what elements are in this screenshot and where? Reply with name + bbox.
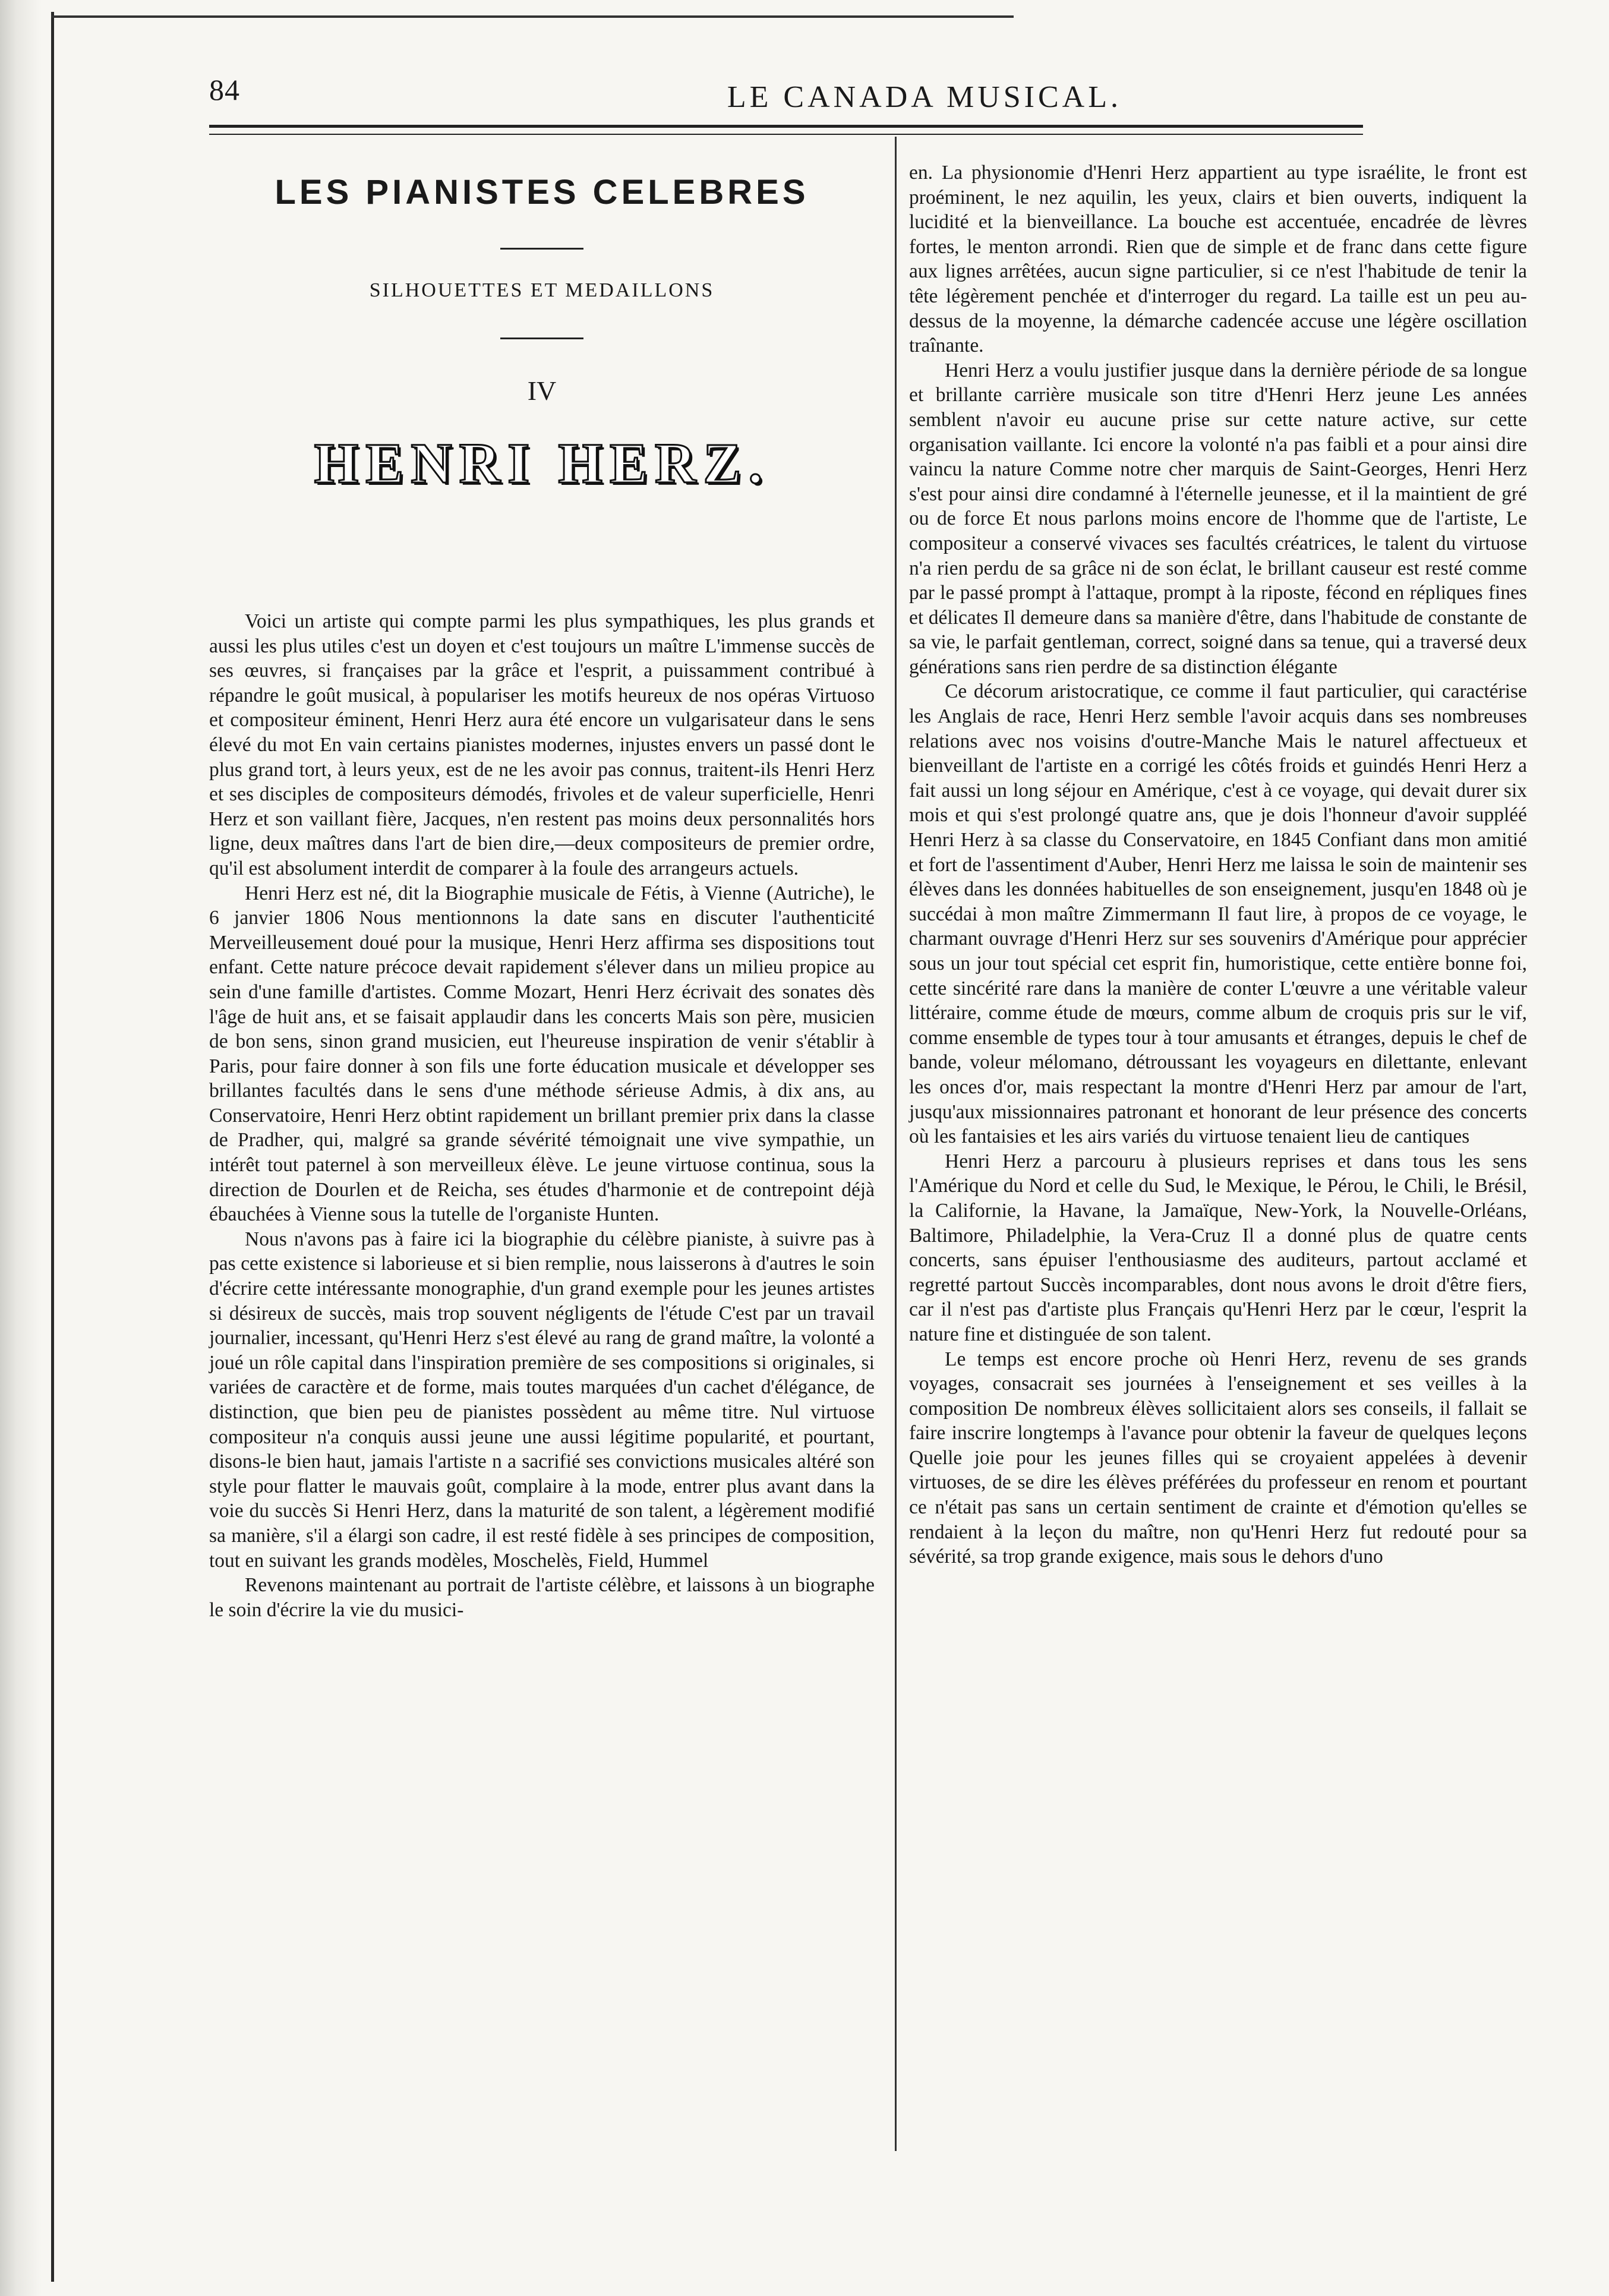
section-title: LES PIANISTES CELEBRES bbox=[275, 173, 809, 212]
right-column bbox=[909, 160, 1527, 1569]
paragraph: Henri Herz est né, dit la Biographie musicale de Fétis, à Vienne (Autriche), le 6 janvier 1806 Nous mentionnons la date sans en discuter l'authenticité Merveilleusement doué pour la musique, Henri Herz affirma ses dispositions tout enfant. Cette nature précoce devait rapidement s'élever dans un milieu propice au sein d'une famille d'artistes. Comme Mozart, Henri Herz écrivait des sonates dès l'âge de huit ans, et se faisait applaudir dans les concerts Mais son père, musicien de bon sens, sinon grand musicien, eut l'heureuse inspiration de venir s'établir à Paris, pour faire donner à son fils une forte éducation musicale et développer ses brillantes facultés dans le sens d'une méthode sérieuse Admis, à dix ans, au Conservatoire, Henri Herz obtint rapidement un brillant premier prix dans la classe de Pradher, qui, malgré sa grande sévérité témoignait une vive sympathie, un intérêt tout paternel à son merveilleux élève. Le jeune virtuose continua, sous la direction de Dourlen et de Reicha, ses études d'harmonie et de contrepoint déjà ébauchées à Vienne sous la tutelle de l'organiste Hunten. bbox=[209, 882, 875, 1226]
page-edge-scan bbox=[0, 0, 42, 2296]
chapter-numeral: IV bbox=[527, 376, 557, 406]
header-rule-thin bbox=[209, 134, 1363, 135]
header-rule bbox=[209, 125, 1363, 128]
paragraph: Henri Herz a voulu justifier jusque dans la dernière période de sa longue et brillante carrière musicale son titre d'Henri Herz jeune Les années semblent n'avoir eu aucune prise sur cette nature active, sur cette organisation vaillante. Ici encore la volonté n'a pas faibli et a pour ainsi dire vaincu la nature Comme notre cher marquis de Saint-Georges, Henri Herz s'est pour ainsi dire condamné à l'éternelle jeunesse, et il la maintient de gré ou de force Et nous parlons moins encore de l'homme que de l'artiste, Le compositeur a conservé vivaces ses facultés créatrices, le talent du virtuose n'a rien perdu de sa grâce ni de son éclat, le brillant causeur est resté comme par le passé prompt à l'attaque, prompt à la riposte, fécond en répliques fines et délicates Il demeure dans sa manière d'être, dans l'habitude de constante de sa vie, le parfait gentleman, correct, soigné dans sa tenue, qui a traversé deux générations sans rien perdre de sa distinction élégante bbox=[909, 359, 1527, 678]
left-body-text bbox=[209, 609, 875, 1622]
column-divider bbox=[895, 137, 897, 2151]
paragraph: Voici un artiste qui compte parmi les plus sympathiques, les plus grands et aussi les plus utiles c'est un doyen et c'est toujours un maître L'immense succès de ses œuvres, si françaises par la grâce et l'esprit, a puissamment contribué à répandre le goût musical, à populariser les motifs heureux de nos opéras Virtuoso et compositeur éminent, Henri Herz aura été encore un vulgarisateur dans le sens élevé du mot En vain certains pianistes modernes, injustes envers un passé dont le plus grand tort, à leurs yeux, est de ne les avoir pas connus, traitent-ils Henri Herz et ses disciples de compositeurs démodés, frivoles et de valeur superficielle, Henri Herz et son vaillant fière, Jacques, n'en restent pas moins deux personnalités hors ligne, deux maîtres dans l'art de bien dire,—deux compositeurs de premier ordre, qu'il est absolument interdit de comparer à la foule des arrangeurs actuels. bbox=[209, 610, 875, 879]
paragraph: Henri Herz a parcouru à plusieurs reprises et dans tous les sens l'Amérique du Nord et celle du Sud, le Mexique, le Pérou, le Chili, le Brésil, la Californie, la Havane, la Jamaïque, New-York, la Nouvelle-Orléans, Baltimore, Philadelphie, la Vera-Cruz Il a donné plus de quatre cents concerts, sans épuiser l'enthousiasme des auditeurs, partout acclamé et regretté partout Succès incomparables, dont nous avons le droit d'être fiers, car il n'est pas d'artiste plus Français qu'Henri Herz par le cœur, l'esprit la nature fine et distinguée de son talent. bbox=[909, 1150, 1527, 1345]
right-body-text bbox=[909, 160, 1527, 1569]
title-rule bbox=[500, 248, 583, 250]
paragraph: Ce décorum aristocratique, ce comme il faut particulier, qui caractérise les Anglais de race, Henri Herz semble l'avoir acquis dans ses nombreuses relations avec nos voisins d'outre-Manche Mais le naturel affectueux et bienveillant de l'artiste en a corrigé les côtés froids et guindés Henri Herz a fait aussi un long séjour en Amérique, c'est à ce voyage, qui devait durer six mois et qui s'est prolongé quatre ans, que je dois l'honneur d'avoir suppléé Henri Herz à sa classe du Conservatoire, en 1845 Confiant dans mon amitié et fort de l'assentiment d'Auber, Henri Herz me laissa le soin de maintenir ses élèves dans les données habituelles de son enseignement, jusqu'en 1848 où je succédai à mon maître Zimmermann Il faut lire, à propos de ce voyage, le charmant ouvrage d'Henri Herz sur ses souvenirs d'Amérique pour apprécier sous un jour tout spécial cet esprit fin, humoristique, cette entière bonne foi, cette sincérité rare dans la manière de conter L'œuvre a une véritable valeur littéraire, comme étude de mœurs, comme album de croquis pris sur le vif, comme ensemble de types tour à tour amusants et étranges, depuis le chef de bande, voleur mélomano, détroussant les voyageurs en dilettante, enlevant les onces d'or, mais respectant la montre d'Henri Herz par amour de l'art, jusqu'aux missionnaires patronant et honorant de leur présence des concerts où les fantaisies et les airs variés du virtuose tenaient lieu de cantiques bbox=[909, 680, 1527, 1148]
running-head: LE CANADA MUSICAL. bbox=[727, 80, 1122, 114]
binding-line bbox=[51, 12, 54, 2282]
article-name-title: HENRI HERZ. bbox=[314, 431, 770, 495]
paragraph: Nous n'avons pas à faire ici la biographie du célèbre pianiste, à suivre pas à pas cette existence si laborieuse et si bien remplie, nous laisserons à d'autres le soin d'écrire cette intéressante monographie, d'un grand exemple pour les jeunes artistes si désireux de succès, mais trop souvent négligents de l'étude C'est par un travail journalier, incessant, qu'Henri Herz s'est élevé au rang de grand maître, la volonté a joué un rôle capital dans l'inspiration première de ses compositions si originales, si variées de caractère et de forme, mais toutes marquées d'un cachet d'élégance, de distinction, que bien peu de pianistes possèdent au même titre. Nul virtuose compositeur n'a conquis aussi jeune une aussi légitime popularité, et pourtant, disons-le bien haut, jamais l'artiste n a sacrifié ses convictions musicales altéré son style pour flatter le mauvais goût, complaire à la mode, entrer plus avant dans la voie du succès Si Henri Herz, dans la maturité de son talent, a légèrement modifié sa manière, s'il a élargi son cadre, il est resté fidèle à ses principes de composition, tout en suivant les grands modèles, Moschelès, Field, Hummel bbox=[209, 1228, 875, 1572]
subtitle: SILHOUETTES ET MEDAILLONS bbox=[369, 279, 715, 301]
paragraph: en. La physionomie d'Henri Herz appartient au type israélite, le front est proéminent, le nez aquilin, les yeux, clairs et bien ouverts, indiquent la lucidité et la bienveillance. La bouche est accentuée, encadrée de lèvres fortes, le menton arrondi. Rien que de simple et de franc dans cette figure aux lignes arrêtées, aucun signe particulier, si ce n'est l'habitude de tenir la tête légèrement penchée et d'interroger du regard. La taille est un peu au-dessus de la moyenne, la démarche cadencée accuse une légère oscillation traînante. bbox=[909, 162, 1527, 357]
top-rule bbox=[51, 15, 1014, 18]
page-number: 84 bbox=[209, 73, 240, 106]
subtitle-rule bbox=[500, 338, 583, 339]
paragraph: Revenons maintenant au portrait de l'artiste célèbre, et laissons à un biographe le soin d'écrire la vie du musici- bbox=[209, 1574, 875, 1621]
left-column bbox=[209, 160, 875, 1622]
paragraph: Le temps est encore proche où Henri Herz, revenu de ses grands voyages, consacrait ses journées à l'enseignement et ses veilles à la composition De nombreux élèves sollicitaient alors ses conseils, il fallait se faire inscrire longtemps à l'avance pour obtenir la faveur de quelques leçons Quelle joie pour les jeunes filles qui se croyaient appelées à devenir virtuoses, de se dire les élèves préférées du professeur en renom et pourtant ce n'était pas sans un certain sentiment de crainte et d'émotion qu'elles se rendaient à la leçon du maître, non qu'Henri Herz fut redouté pour sa sévérité, sa trop grande exigence, mais sous le dehors d'uno bbox=[909, 1348, 1527, 1568]
